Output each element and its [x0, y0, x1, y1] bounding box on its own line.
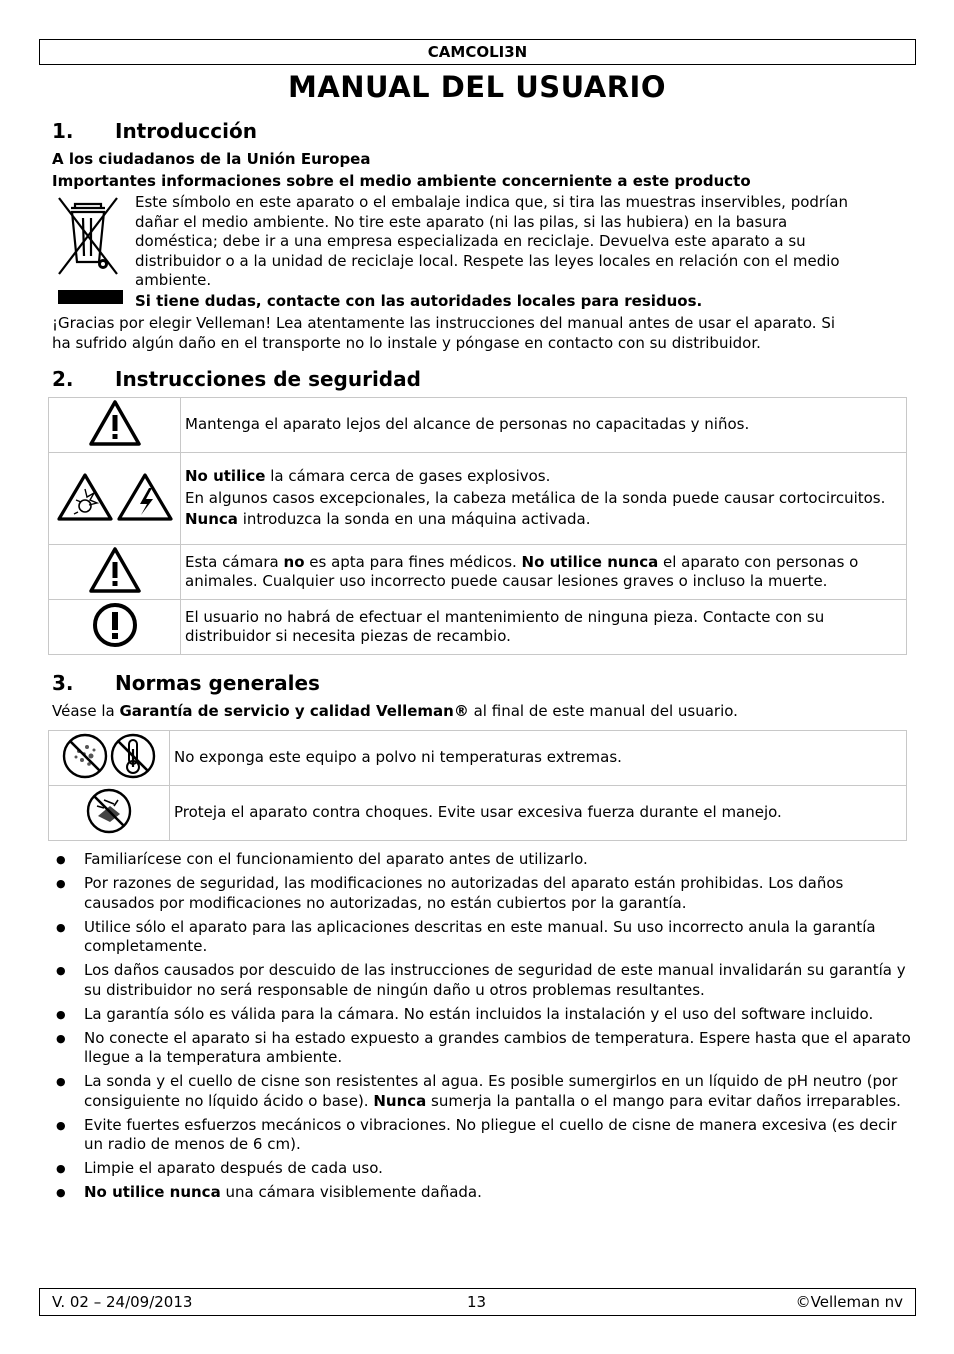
- bullet-text: Familiarícese con el funcionamiento del aparato antes de utilizarlo.: [84, 850, 588, 868]
- warranty-intro: [52, 702, 738, 720]
- no-dust-icon: [61, 731, 157, 781]
- list-item: [52, 1029, 912, 1068]
- bullet-text: La garantía sólo es válida para la cámara. No están incluidos la instalación y el uso del software incluido.: [84, 1004, 874, 1023]
- section-2-heading: [52, 367, 421, 391]
- weee-line: ambiente.: [135, 271, 212, 289]
- list-item: [52, 850, 912, 870]
- bullet-icon: ●: [56, 1162, 66, 1175]
- no-use-text: la cámara cerca de gases explosivos.: [265, 467, 551, 486]
- norms-text: Proteja el aparato contra choques. Evite usar excesiva fuerza durante el manejo.: [170, 786, 907, 841]
- section-1-number: 1.: [52, 119, 74, 143]
- doubts-text: Si tiene dudas, contacte con las autoridades locales para residuos.: [135, 292, 703, 310]
- medical-text-2: es apta para fines médicos.: [304, 552, 522, 571]
- norms-text: No exponga este equipo a polvo ni temperaturas extremas.: [170, 731, 907, 786]
- never-text: introduzca la sonda en una máquina activada.: [237, 510, 591, 529]
- bullet-text: sumerja la pantalla o el mango para evitar daños irreparables.: [426, 1091, 901, 1110]
- bullet-text: Los daños causados por descuido de las instrucciones de seguridad de este manual invalidarán su garantía y su distribuidor no será responsable de ningún daño u otros problemas resultantes.: [84, 961, 906, 999]
- safety-text: [181, 545, 907, 600]
- short-circuit-text: En algunos casos excepcionales, la cabeza metálica de la sonda puede causar cortocircuitos.: [185, 488, 886, 507]
- bullet-text: Utilice sólo el aparato para las aplicaciones descritas en este manual. Su uso incorrecto anula la garantía completamente.: [84, 917, 876, 955]
- safety-icon-cell: [49, 545, 181, 600]
- eu-title: A los ciudadanos de la Unión Europea: [52, 150, 371, 168]
- bullet-icon: ●: [56, 1075, 66, 1088]
- section-3-number: 3.: [52, 671, 74, 695]
- safety-text: El usuario no habrá de efectuar el mantenimiento de ninguna pieza. Contacte con su distribuidor si necesita piezas de recambio.: [181, 600, 907, 655]
- warranty-post: al final de este manual del usuario.: [468, 702, 738, 720]
- weee-icon: [53, 194, 123, 284]
- medical-bold-1: no: [283, 552, 305, 571]
- never-bold: Nunca: [185, 510, 238, 529]
- bullet-text: La sonda y el cuello de cisne son resistentes al agua. Es posible sumergirlos en un líquido de pH neutro (por consiguiente no líquido ácido o base).: [84, 1072, 898, 1110]
- footer-page-number: 13: [467, 1293, 487, 1311]
- list-item: [52, 918, 912, 957]
- header-model: CAMCOLI3N: [39, 39, 916, 65]
- bullet-icon: ●: [56, 877, 66, 890]
- weee-black-bar: [58, 290, 123, 304]
- section-1-title: Introducción: [115, 119, 257, 143]
- weee-line: doméstica; debe ir a una empresa especializada en reciclaje. Devuelva este aparato a su: [135, 232, 806, 250]
- medical-bold-2: No utilice nunca: [521, 552, 659, 571]
- norms-icon-cell: [49, 731, 170, 786]
- bullet-text: Por razones de seguridad, las modificaciones no autorizadas del aparato están prohibidas. Los daños causados por modificaciones no autorizadas, no están cubiertos por la garantía.: [84, 874, 844, 912]
- list-item: [52, 1072, 912, 1111]
- weee-line: dañar el medio ambiente. No tire este aparato (ni las pilas, si las hubiera) en la basura: [135, 212, 788, 231]
- no-shock-icon: [84, 786, 134, 836]
- page-footer: [39, 1288, 916, 1316]
- weee-line: distribuidor o a la unidad de reciclaje local. Respete las leyes locales en relación con el medio: [135, 251, 840, 270]
- footer-version: V. 02 – 24/09/2013: [52, 1293, 193, 1311]
- bullet-bold: Nunca: [373, 1091, 427, 1110]
- bullet-icon: ●: [56, 964, 66, 977]
- bullet-icon: ●: [56, 853, 66, 866]
- norms-row: [49, 731, 907, 786]
- env-title: Importantes informaciones sobre el medio ambiente concerniente a este producto: [52, 172, 751, 190]
- safety-text: Mantenga el aparato lejos del alcance de personas no capacitadas y niños.: [181, 398, 907, 453]
- bullet-icon: ●: [56, 1186, 66, 1199]
- list-item: [52, 1005, 912, 1025]
- section-3-heading: [52, 671, 320, 695]
- warranty-bold: Garantía de servicio y calidad Velleman®: [119, 702, 469, 720]
- warning-triangle-icon: [88, 546, 142, 594]
- no-use-bold: No utilice: [185, 467, 266, 486]
- bullet-icon: ●: [56, 1007, 66, 1021]
- thanks-line: ¡Gracias por elegir Velleman! Lea atentamente las instrucciones del manual antes de usar el aparato. Si: [52, 314, 836, 332]
- thanks-line: ha sufrido algún daño en el transporte no lo instale y póngase en contacto con su distribuidor.: [52, 333, 761, 352]
- bullet-text: una cámara visiblemente dañada.: [220, 1183, 482, 1201]
- list-item: [52, 874, 912, 913]
- safety-row: [49, 545, 907, 600]
- safety-row: [49, 398, 907, 453]
- section-1-heading: [52, 119, 257, 143]
- safety-row: [49, 453, 907, 545]
- bullet-text: Limpie el aparato después de cada uso.: [84, 1159, 383, 1177]
- safety-icon-cell: [49, 453, 181, 545]
- medical-text-1: Esta cámara: [185, 552, 284, 571]
- safety-row: [49, 600, 907, 655]
- norms-table: [48, 730, 907, 841]
- page-title: MANUAL DEL USUARIO: [287, 70, 666, 104]
- bullet-icon: ●: [56, 920, 66, 934]
- medical-text-3: el aparato con personas o animales. Cualquier uso incorrecto puede causar lesiones graves o incluso la muerte.: [185, 552, 859, 590]
- footer-copyright: ©Velleman nv: [795, 1293, 903, 1311]
- warning-triangle-icon: [88, 399, 142, 447]
- list-item: [52, 961, 912, 1000]
- safety-text: [181, 453, 907, 545]
- safety-table: [48, 397, 907, 655]
- thanks-text: [52, 314, 922, 353]
- weee-line: Este símbolo en este aparato o el embalaje indica que, si tira las muestras inservibles, podrían: [135, 193, 848, 211]
- bullet-text: Evite fuertes esfuerzos mecánicos o vibraciones. No pliegue el cuello de cisne de manera excesiva (es decir un radio de menos de 6 cm).: [84, 1115, 897, 1153]
- list-item: [52, 1116, 912, 1155]
- exclamation-circle-icon: [91, 601, 139, 649]
- section-2-number: 2.: [52, 367, 74, 391]
- section-2-title: Instrucciones de seguridad: [115, 367, 421, 391]
- list-item: [52, 1159, 912, 1179]
- weee-text: [135, 193, 915, 291]
- section-3-title: Normas generales: [115, 671, 320, 695]
- bullet-icon: ●: [56, 1118, 66, 1132]
- warranty-pre: Véase la: [52, 702, 120, 720]
- safety-icon-cell: [49, 600, 181, 655]
- norms-row: [49, 786, 907, 841]
- norms-icon-cell: [49, 786, 170, 841]
- list-item: [52, 1183, 912, 1203]
- bullet-icon: ●: [56, 1031, 66, 1045]
- bullet-text: No conecte el aparato si ha estado expuesto a grandes cambios de temperatura. Espere hasta que el aparato llegue a la temperatura ambiente.: [84, 1028, 911, 1066]
- safety-icon-cell: [49, 398, 181, 453]
- norms-bullet-list: [52, 850, 912, 1207]
- bullet-bold: No utilice nunca: [84, 1183, 221, 1201]
- explosive-hazard-icon: [57, 472, 173, 522]
